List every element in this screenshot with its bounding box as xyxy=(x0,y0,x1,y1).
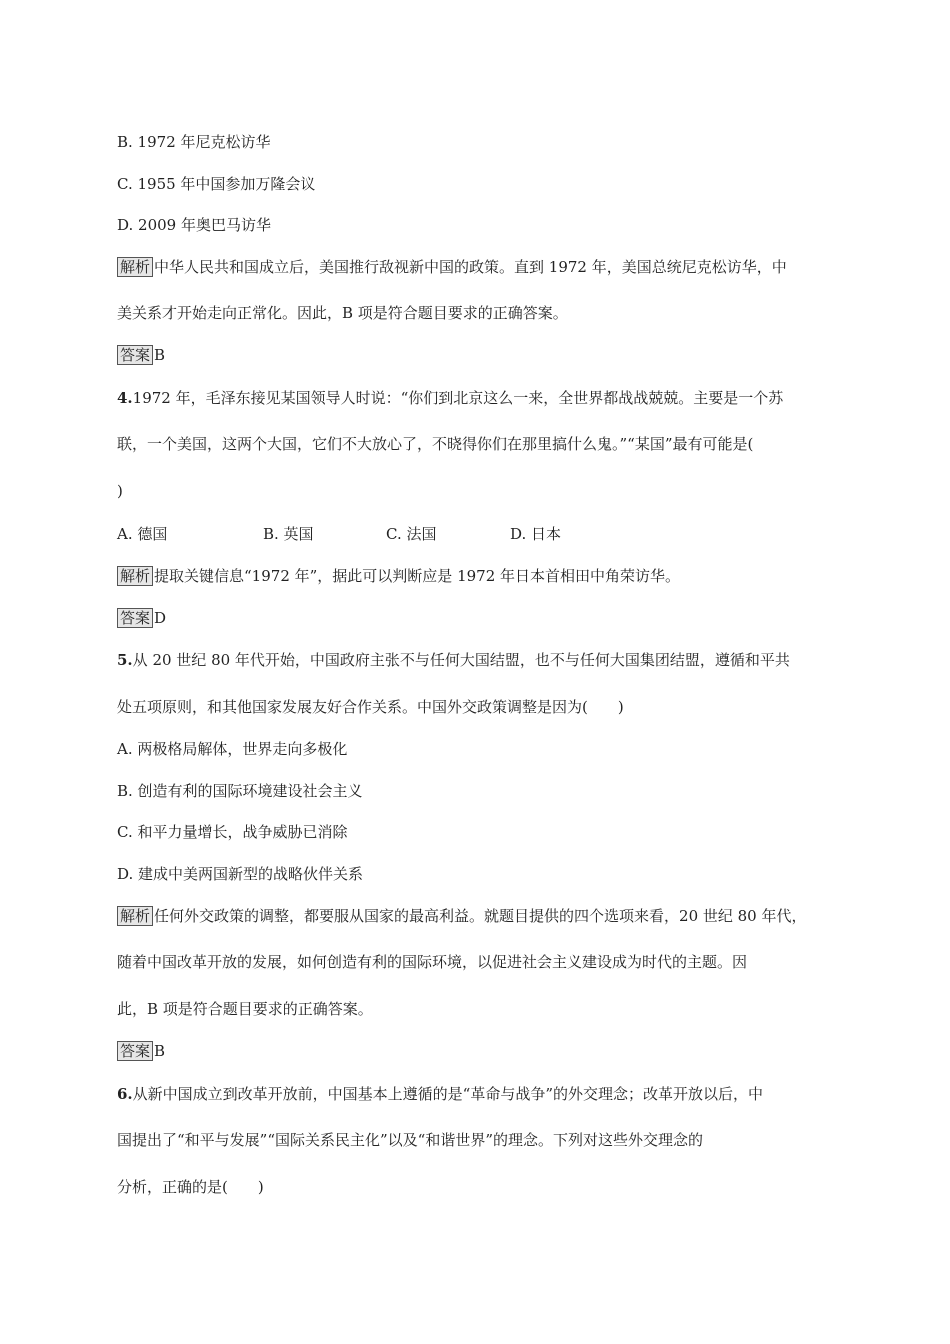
analysis-tag: 解析 xyxy=(117,257,153,277)
q4-option-b: B. 英国 xyxy=(263,525,314,543)
q5-answer xyxy=(117,1041,165,1061)
q4-option-d: D. 日本 xyxy=(510,525,562,543)
q4-stem-text-1: 1972 年，毛泽东接见某国领导人时说：“你们到北京这么一来，全世界都战战兢兢。主要是一个苏 xyxy=(132,389,784,407)
q5-analysis-text-1: 任何外交政策的调整，都要服从国家的最高利益。就题目提供的四个选项来看，20 世纪 80 年代， xyxy=(154,907,807,925)
q4-analysis-text: 提取关键信息“1972 年”，据此可以判断应是 1972 年日本首相田中角荣访华。 xyxy=(154,567,681,585)
q5-option-b: B. 创造有利的国际环境建设社会主义 xyxy=(117,782,363,800)
q3-answer-value: B xyxy=(154,346,166,364)
q3-analysis-line-2: 美关系才开始走向正常化。因此，B 项是符合题目要求的正确答案。 xyxy=(117,304,568,322)
q4-analysis xyxy=(117,566,680,586)
q5-stem-text-1: 从 20 世纪 80 年代开始，中国政府主张不与任何大国结盟，也不与任何大国集团结盟，遵循和平共 xyxy=(132,651,790,669)
q6-stem-line-2: 国提出了“和平与发展”“国际关系民主化”以及“和谐世界”的理念。下列对这些外交理念的 xyxy=(117,1131,704,1149)
q6-stem-line-3: 分析，正确的是( ) xyxy=(117,1178,264,1196)
q5-option-c: C. 和平力量增长，战争威胁已消除 xyxy=(117,823,348,841)
q3-option-b: B. 1972 年尼克松访华 xyxy=(117,133,271,151)
q3-analysis-text-1: 中华人民共和国成立后，美国推行敌视新中国的政策。直到 1972 年，美国总统尼克松访华，中 xyxy=(154,258,787,276)
q4-stem-line-3: ) xyxy=(117,482,123,500)
q5-analysis-line-3: 此，B 项是符合题目要求的正确答案。 xyxy=(117,1000,373,1018)
answer-tag: 答案 xyxy=(117,1041,153,1061)
analysis-tag: 解析 xyxy=(117,566,153,586)
q5-analysis-line-1 xyxy=(117,906,807,926)
q6-stem-line-1 xyxy=(117,1084,763,1104)
q3-option-c: C. 1955 年中国参加万隆会议 xyxy=(117,175,316,193)
q6-number: 6. xyxy=(117,1085,133,1103)
q4-stem-line-2: 联，一个美国，这两个大国，它们不大放心了，不晓得你们在那里搞什么鬼。”“某国”最有可能是( xyxy=(117,435,754,453)
q4-number: 4. xyxy=(117,389,133,407)
q4-answer-value: D xyxy=(154,609,167,627)
q3-option-d: D. 2009 年奥巴马访华 xyxy=(117,216,271,234)
q5-stem-line-2: 处五项原则，和其他国家发展友好合作关系。中国外交政策调整是因为( ) xyxy=(117,698,624,716)
analysis-tag: 解析 xyxy=(117,906,153,926)
q5-option-a: A. 两极格局解体，世界走向多极化 xyxy=(117,740,348,758)
answer-tag: 答案 xyxy=(117,608,153,628)
q5-answer-value: B xyxy=(154,1042,166,1060)
q5-number: 5. xyxy=(117,651,133,669)
q3-analysis-line-1 xyxy=(117,257,787,277)
q3-answer xyxy=(117,345,165,365)
q5-stem-line-1 xyxy=(117,650,790,670)
q5-option-d: D. 建成中美两国新型的战略伙伴关系 xyxy=(117,865,364,883)
q4-answer xyxy=(117,608,166,628)
answer-tag: 答案 xyxy=(117,345,153,365)
q4-option-a: A. 德国 xyxy=(117,525,168,543)
q4-option-c: C. 法国 xyxy=(386,525,437,543)
q5-analysis-line-2: 随着中国改革开放的发展，如何创造有利的国际环境，以促进社会主义建设成为时代的主题。因 xyxy=(117,953,748,971)
q6-stem-text-1: 从新中国成立到改革开放前，中国基本上遵循的是“革命与战争”的外交理念；改革开放以后，中 xyxy=(132,1085,764,1103)
q4-stem-line-1 xyxy=(117,388,783,408)
